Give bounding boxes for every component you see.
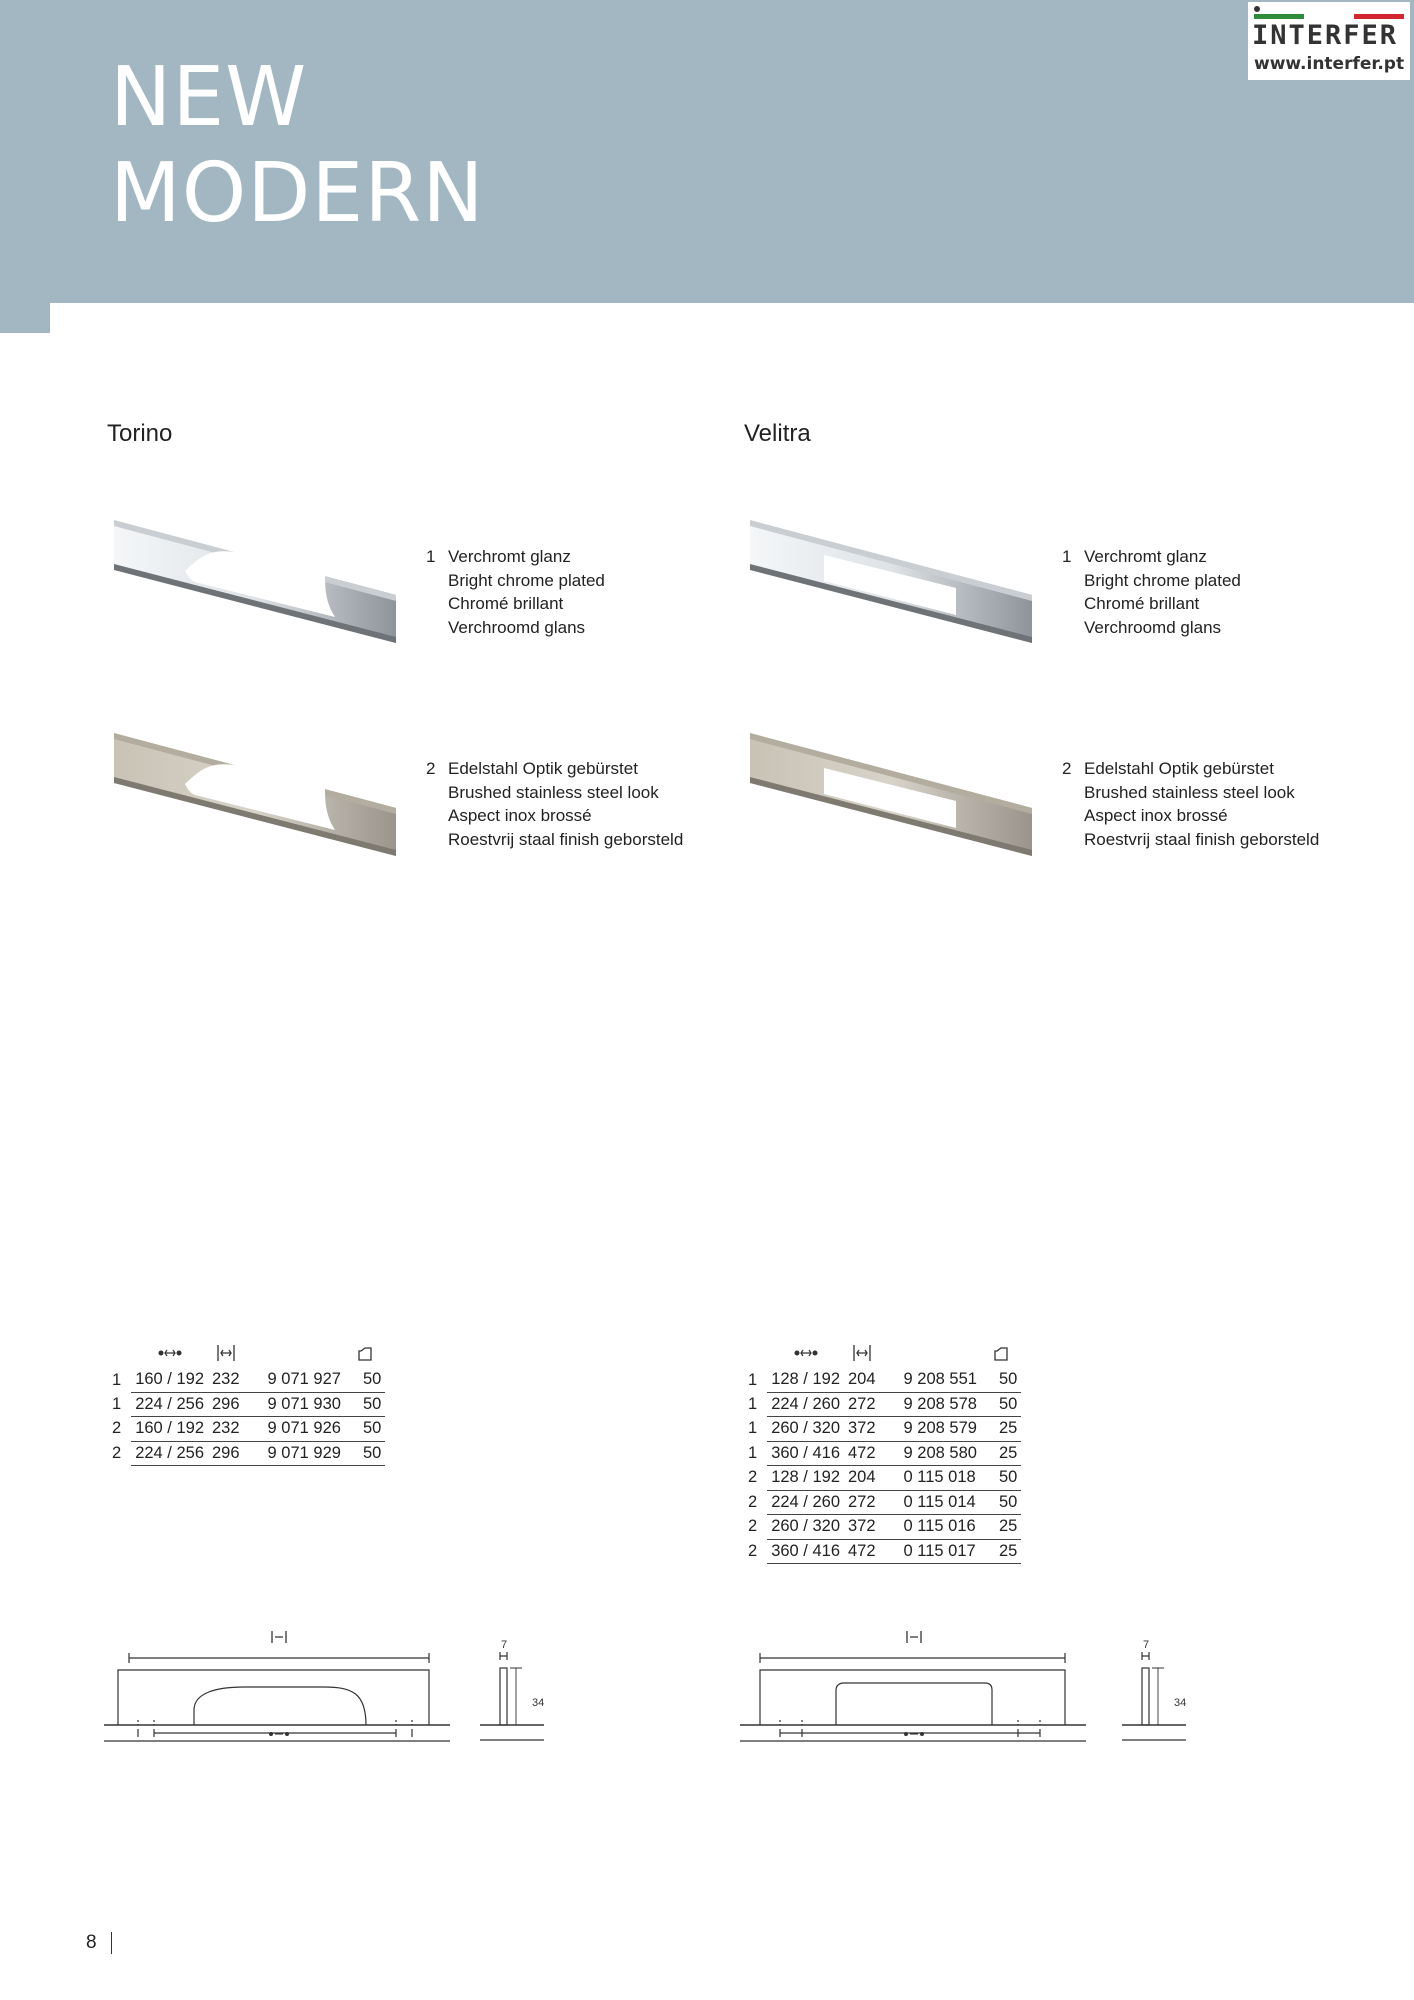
- qty-cell: 50: [345, 1368, 385, 1392]
- page-title: [110, 50, 485, 242]
- logo-flag-stripe: [1254, 14, 1404, 19]
- spacing-cell: 160 / 192: [131, 1417, 208, 1442]
- article-cell: 9 071 927: [244, 1368, 345, 1392]
- variant-cell: 2: [748, 1492, 758, 1511]
- length-cell: 204: [844, 1466, 880, 1491]
- product-name-velitra: Velitra: [744, 420, 811, 447]
- spacing-cell: 360 / 416: [767, 1441, 844, 1466]
- title-line-2: MODERN: [110, 146, 485, 241]
- variant-cell: 1: [112, 1394, 122, 1413]
- length-cell: 472: [844, 1441, 880, 1466]
- spacing-cell: 224 / 260: [767, 1490, 844, 1515]
- qty-cell: 50: [981, 1490, 1021, 1515]
- variant-cell: 1: [748, 1394, 758, 1413]
- title-line-1: NEW: [110, 50, 308, 145]
- velitra-technical-drawing: [740, 1625, 1100, 1760]
- logo-name: INTERFER: [1252, 20, 1399, 51]
- article-cell: 9 208 551: [880, 1368, 981, 1392]
- article-cell: 0 115 018: [880, 1466, 981, 1491]
- length-cell: 372: [844, 1417, 880, 1442]
- length-cell: 372: [844, 1515, 880, 1540]
- qty-cell: 25: [981, 1441, 1021, 1466]
- table-row: [112, 1417, 385, 1442]
- variant-cell: 1: [748, 1370, 758, 1389]
- page-number-divider: [111, 1932, 112, 1954]
- spacing-cell: 224 / 256: [131, 1441, 208, 1466]
- article-cell: 0 115 016: [880, 1515, 981, 1540]
- torino-side-drawing: [478, 1630, 550, 1760]
- table-row: [112, 1368, 385, 1392]
- product-name-torino: Torino: [107, 420, 173, 447]
- spacing-cell: 128 / 192: [767, 1466, 844, 1491]
- article-cell: 9 071 926: [244, 1417, 345, 1442]
- package-icon: [981, 1342, 1021, 1368]
- article-cell: 0 115 014: [880, 1490, 981, 1515]
- qty-cell: 50: [345, 1441, 385, 1466]
- length-cell: 472: [844, 1539, 880, 1564]
- length-cell: 232: [208, 1368, 244, 1392]
- variant-cell: 2: [112, 1443, 122, 1462]
- table-row: [112, 1392, 385, 1417]
- article-cell: 9 071 930: [244, 1392, 345, 1417]
- length-icon: [208, 1342, 244, 1368]
- qty-cell: 25: [981, 1417, 1021, 1442]
- length-cell: 272: [844, 1392, 880, 1417]
- qty-cell: 50: [345, 1392, 385, 1417]
- length-cell: 272: [844, 1490, 880, 1515]
- torino-technical-drawing: [104, 1625, 464, 1760]
- logo-url[interactable]: www.interfer.pt: [1254, 54, 1405, 74]
- qty-cell: 50: [345, 1417, 385, 1442]
- length-icon: [272, 1631, 286, 1643]
- qty-cell: 25: [981, 1539, 1021, 1564]
- variant-cell: 1: [748, 1419, 758, 1438]
- length-cell: 204: [844, 1368, 880, 1392]
- spacing-cell: 160 / 192: [131, 1368, 208, 1392]
- spacing-cell: 260 / 320: [767, 1417, 844, 1442]
- variant-cell: 2: [748, 1468, 758, 1487]
- velitra-height-dim: 34: [1174, 1697, 1187, 1709]
- table-row: [748, 1515, 1021, 1540]
- velitra-width-dim: 7: [1143, 1639, 1150, 1651]
- variant-cell: 2: [748, 1541, 758, 1560]
- table-row: [748, 1466, 1021, 1491]
- article-cell: 9 208 580: [880, 1441, 981, 1466]
- qty-cell: 50: [981, 1392, 1021, 1417]
- page-number: 8: [86, 1932, 97, 1953]
- velitra-spec-table: [748, 1342, 1021, 1564]
- spacing-cell: 224 / 256: [131, 1392, 208, 1417]
- qty-cell: 50: [981, 1466, 1021, 1491]
- torino-chrome-image: [110, 515, 400, 645]
- spacing-cell: 360 / 416: [767, 1539, 844, 1564]
- package-icon: [345, 1342, 385, 1368]
- table-row: [748, 1539, 1021, 1564]
- article-cell: 0 115 017: [880, 1539, 981, 1564]
- table-row: [748, 1368, 1021, 1392]
- velitra-chrome-image: [746, 515, 1036, 645]
- table-row: [748, 1417, 1021, 1442]
- variant-cell: 2: [748, 1517, 758, 1536]
- length-icon: [844, 1342, 880, 1368]
- variant-cell: 1: [112, 1370, 122, 1389]
- hole-spacing-icon: [131, 1342, 208, 1368]
- logo-dot: [1254, 6, 1260, 12]
- spacing-cell: 128 / 192: [767, 1368, 844, 1392]
- article-cell: 9 208 579: [880, 1417, 981, 1442]
- article-cell: 9 071 929: [244, 1441, 345, 1466]
- length-cell: 296: [208, 1441, 244, 1466]
- length-cell: 232: [208, 1417, 244, 1442]
- torino-brushed-image: [110, 728, 400, 858]
- length-icon: [907, 1631, 921, 1643]
- table-row: [748, 1490, 1021, 1515]
- header-corner-strip: [0, 303, 50, 333]
- variant-cell: 1: [748, 1443, 758, 1462]
- variant-cell: 2: [112, 1419, 122, 1438]
- qty-cell: 50: [981, 1368, 1021, 1392]
- table-row: [748, 1441, 1021, 1466]
- table-row: [112, 1441, 385, 1466]
- interfer-logo[interactable]: [1248, 2, 1410, 80]
- article-cell: 9 208 578: [880, 1392, 981, 1417]
- header-notch: [50, 303, 1414, 333]
- torino-spec-table: [112, 1342, 385, 1466]
- torino-height-dim: 34: [532, 1697, 545, 1709]
- hole-spacing-icon: [767, 1342, 844, 1368]
- velitra-brushed-image: [746, 728, 1036, 858]
- spacing-cell: 260 / 320: [767, 1515, 844, 1540]
- table-row: [748, 1392, 1021, 1417]
- velitra-side-drawing: [1120, 1630, 1192, 1760]
- length-cell: 296: [208, 1392, 244, 1417]
- qty-cell: 25: [981, 1515, 1021, 1540]
- spacing-cell: 224 / 260: [767, 1392, 844, 1417]
- torino-width-dim: 7: [501, 1639, 508, 1651]
